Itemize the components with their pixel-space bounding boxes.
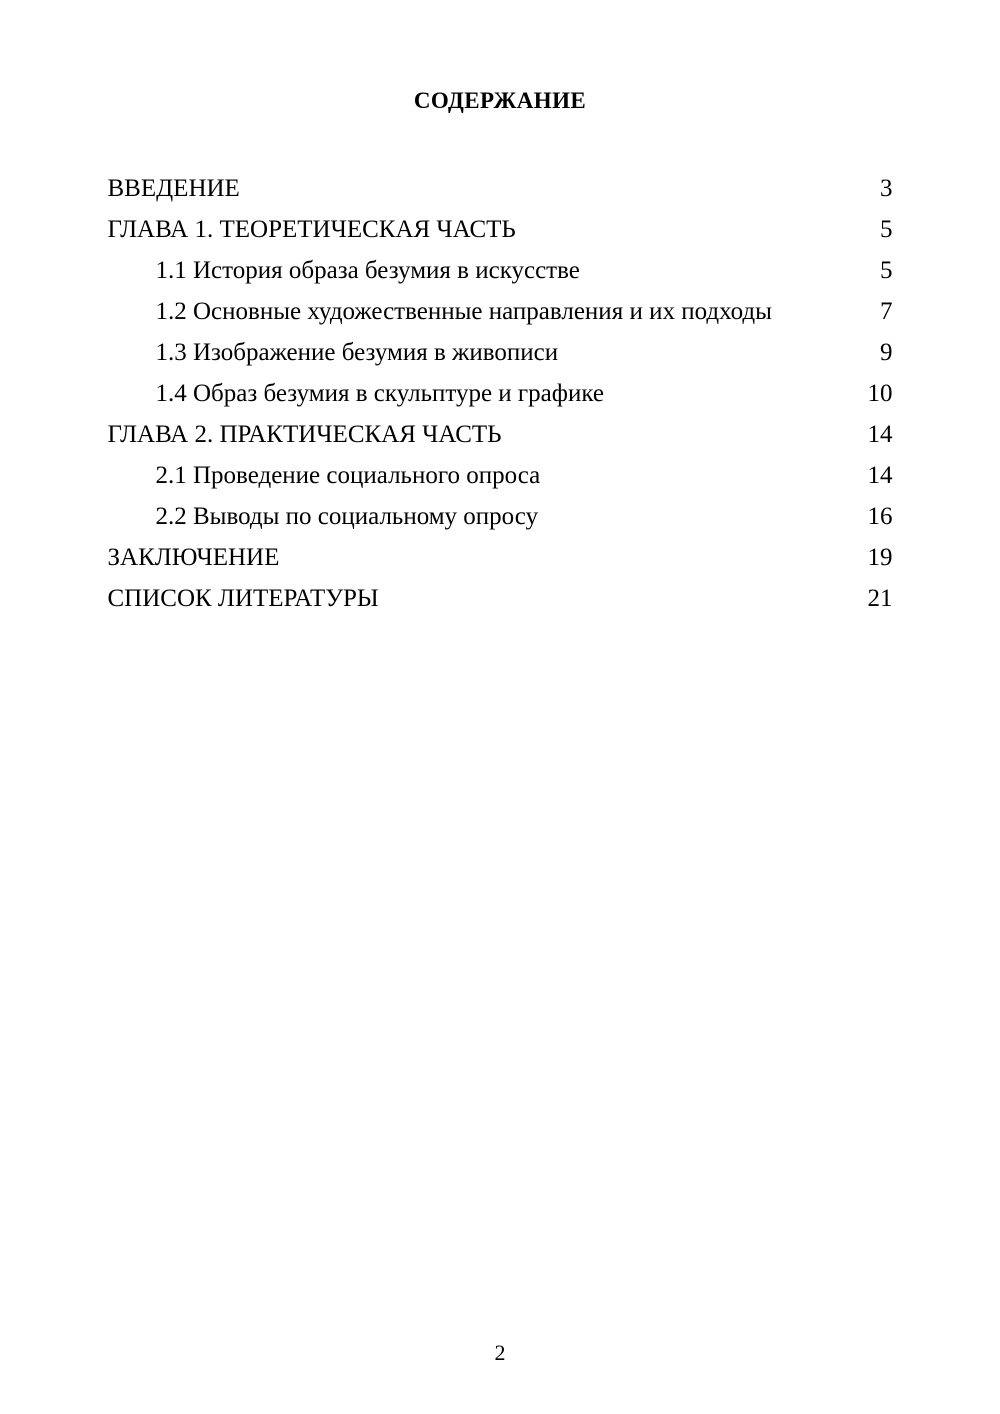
toc-entry-label: 1.4 Образ безумия в скульптуре и графике — [155, 380, 604, 407]
toc-entry-page: 16 — [867, 503, 893, 530]
toc-entry-page: 14 — [867, 462, 893, 489]
toc-entry-page: 3 — [880, 175, 893, 202]
toc-entry-page: 21 — [867, 585, 893, 612]
toc-entry-page: 7 — [880, 298, 893, 325]
toc-entry-label: 1.3 Изображение безумия в живописи — [155, 339, 559, 366]
toc-entry[interactable] — [108, 539, 893, 576]
page-title: СОДЕРЖАНИЕ — [413, 88, 587, 113]
toc-entry-page: 19 — [867, 544, 893, 571]
toc-entry-label: 2.1 Проведение социального опроса — [155, 462, 541, 489]
toc-entry[interactable] — [108, 457, 893, 494]
table-of-contents — [108, 170, 893, 617]
toc-entry[interactable] — [108, 416, 893, 453]
toc-entry-label: 1.2 Основные художественные направления и их подходы — [155, 298, 772, 325]
toc-entry-label: ВВЕДЕНИЕ — [107, 175, 240, 202]
toc-entry-label: 1.1 История образа безумия в искусстве — [155, 257, 580, 284]
toc-entry[interactable] — [108, 580, 893, 617]
toc-entry[interactable] — [108, 252, 893, 289]
toc-entry-label: ЗАКЛЮЧЕНИЕ — [107, 544, 280, 571]
toc-entry-page: 14 — [867, 421, 893, 448]
toc-entry-page: 5 — [880, 216, 893, 243]
toc-entry[interactable] — [108, 375, 893, 412]
toc-entry-label: ГЛАВА 1. ТЕОРЕТИЧЕСКАЯ ЧАСТЬ — [107, 216, 516, 243]
toc-entry[interactable] — [108, 170, 893, 207]
toc-entry[interactable] — [108, 498, 893, 535]
toc-entry[interactable] — [108, 334, 893, 371]
toc-entry-label: СПИСОК ЛИТЕРАТУРЫ — [107, 585, 379, 612]
toc-entry-page: 10 — [867, 380, 893, 407]
toc-entry[interactable] — [108, 293, 893, 330]
toc-entry-page: 5 — [880, 257, 893, 284]
toc-entry-label: ГЛАВА 2. ПРАКТИЧЕСКАЯ ЧАСТЬ — [107, 421, 502, 448]
toc-entry-page: 9 — [880, 339, 893, 366]
footer-page-number: 2 — [494, 1340, 506, 1365]
toc-entry[interactable] — [108, 211, 893, 248]
toc-entry-label: 2.2 Выводы по социальному опросу — [155, 503, 539, 530]
